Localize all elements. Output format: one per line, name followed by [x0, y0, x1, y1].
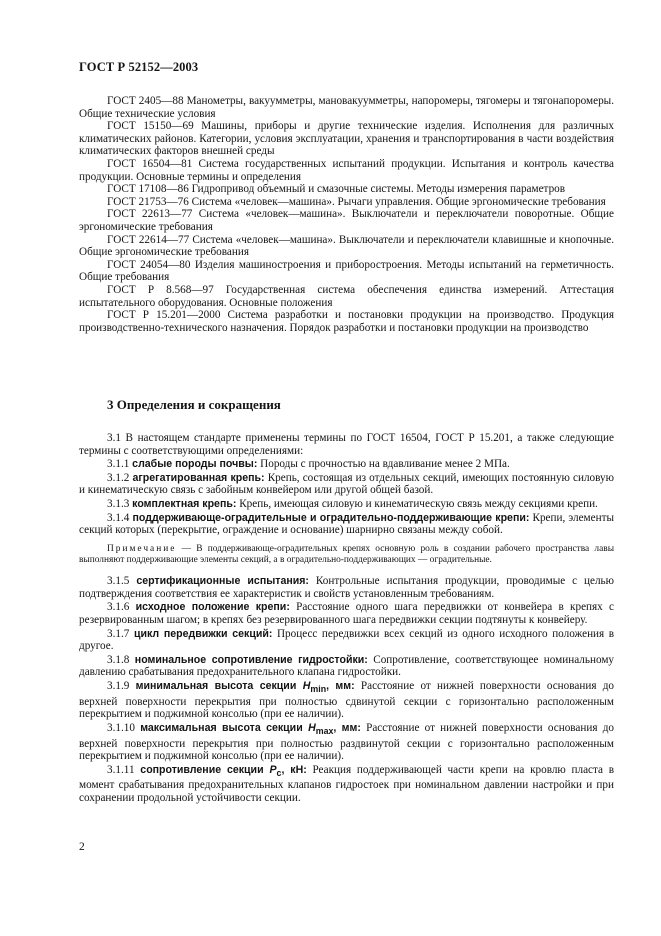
- term-symbol: P: [269, 763, 277, 776]
- note-label: Примечание: [107, 543, 177, 554]
- definition-term: поддерживающе-оградительные и оградительно-поддерживающие крепи:: [132, 511, 530, 524]
- definition-text: Процесс передвижки всех секций из одного исходного положения в другое.: [79, 627, 615, 653]
- term-words: сопротивление секции: [140, 763, 270, 776]
- definition-term: номинальное сопротивление гидростойки:: [134, 653, 368, 666]
- term-subscript: min: [310, 684, 327, 695]
- term-subscript: c: [276, 767, 282, 778]
- definition-number: 3.1.3: [107, 497, 130, 510]
- definition-text: Расстояние от нижней поверхности основания до верхней поверхности перекрытия при полностью сдвинутой секции с горизонтально расположенным перекрытием и поджимной консолью (при ее наличии).: [79, 679, 614, 721]
- definition-item: [79, 628, 614, 653]
- definition-number: 3.1.5: [107, 575, 130, 588]
- definition-term: слабые породы почвы:: [132, 458, 258, 471]
- definition-text: Реакция поддерживающей части крепи на кровлю пласта в момент срабатывания предохранительных клапанов гидростоек при номинальном давлении настройки и при сохранении продольной устойчивости секции.: [79, 763, 614, 804]
- definition-term: исходное положение крепи:: [135, 601, 290, 614]
- definition-item: [79, 654, 614, 679]
- definition-item: [79, 601, 614, 626]
- definition-text: Расстояние от нижней поверхности основания до верхней поверхности перекрытия при полностью раздвинутой секции с горизонтально расположенным перекрытием и поджимной консолью (при ее наличии).: [79, 721, 614, 763]
- definitions-section: [79, 432, 614, 806]
- reference-item: ГОСТ 21753—76 Система «человек—машина». Рычаги управления. Общие эргономические требования: [107, 195, 606, 208]
- definition-text: Сопротивление, соответствующее номинальному давлению срабатывания предохранительного клапана гидростойки.: [79, 653, 614, 679]
- definition-text: Породы с прочностью на вдавливание менее 2 МПа.: [257, 458, 510, 471]
- definition-number: 3.1.7: [107, 627, 130, 640]
- document-header: ГОСТ Р 52152—2003: [79, 60, 199, 74]
- definition-term: [140, 722, 361, 734]
- note-text: — В поддерживающе-оградительных крепях основную роль в создании рабочего пространства лавы выполняют поддерживающие элементы секций, а в оградительно-поддерживающих — оградительные.: [79, 543, 614, 565]
- reference-item: ГОСТ 24054—80 Изделия машиностроения и приборостроения. Методы испытаний на герметичность. Общие требования: [79, 258, 614, 284]
- definition-number: 3.1.1: [107, 458, 130, 471]
- definition-item: [79, 512, 614, 537]
- term-subscript: max: [315, 725, 334, 736]
- definition-text: Контрольные испытания продукции, проводимые с целью подтверждения соответствия ее характеристик и свойств установленным требованиям.: [79, 575, 614, 600]
- reference-item: ГОСТ Р 8.568—97 Государственная система обеспечения единства измерений. Аттестация испытательного оборудования. Основные положения: [79, 283, 614, 309]
- term-symbol: H: [302, 679, 311, 692]
- definition-item: [79, 722, 614, 763]
- definition-item: [79, 575, 614, 600]
- definition-text: Крепь, состоящая из отдельных секций, имеющих постоянную силовую и кинематическую связь с забойным конвейером или другой общей базой.: [79, 471, 615, 497]
- definition-item: [79, 680, 614, 721]
- definition-text: Расстояние одного шага передвижки от конвейера в крепях с резервированным шагом; в крепях без резервированного шага передвижки секции подтянуты к конвейеру.: [79, 601, 614, 626]
- definition-number: 3.1.9: [107, 679, 130, 692]
- reference-item: ГОСТ Р 15.201—2000 Система разработки и постановки продукции на производство. Продукция производственно-технического назначения. Порядок разработки и постановки продукции на производство: [79, 309, 614, 334]
- definition-term: агрегатированная крепь:: [132, 471, 265, 484]
- definition-number: 3.1.11: [107, 763, 135, 776]
- reference-item: ГОСТ 17108—86 Гидропривод объемный и смазочные системы. Методы измерения параметров: [107, 183, 566, 196]
- definition-term: цикл передвижки секций:: [133, 627, 273, 640]
- normative-references: [79, 95, 614, 334]
- definition-term: [140, 764, 306, 776]
- term-unit: , кН:: [281, 763, 307, 776]
- definition-item: [79, 498, 614, 511]
- definition-term: [135, 679, 355, 695]
- reference-item: ГОСТ 2405—88 Манометры, вакуумметры, мановакуумметры, напоромеры, тягомеры и тягонапоромеры. Общие технические условия: [79, 95, 614, 120]
- term-unit: , мм:: [326, 679, 355, 692]
- definition-number: 3.1.6: [107, 601, 130, 614]
- definition-number: 3.1.8: [107, 653, 130, 666]
- reference-item: ГОСТ 22614—77 Система «человек—машина». Выключатели и переключатели клавишные и кнопочные. Общие эргономические требования: [79, 233, 614, 259]
- definition-item: [79, 472, 614, 497]
- section-title: 3 Определения и сокращения: [107, 397, 281, 412]
- intro-paragraph: 3.1 В настоящем стандарте применены термины по ГОСТ 16504, ГОСТ Р 15.201, а также следующие термины с соответствующими определениями:: [79, 432, 614, 457]
- definition-number: 3.1.4: [107, 511, 130, 524]
- definition-number: 3.1.10: [107, 721, 135, 734]
- term-symbol: H: [308, 721, 316, 734]
- definition-term: сертификационные испытания:: [136, 575, 309, 588]
- reference-item: ГОСТ 15150—69 Машины, приборы и другие технические изделия. Исполнения для различных климатических районов. Категории, условия эксплуатации, хранения и транспортирования в части воздействия климатических факторов внешней среды: [79, 120, 614, 158]
- page-number: 2: [79, 841, 85, 853]
- term-unit: , мм:: [333, 721, 361, 734]
- term-words: максимальная высота секции: [140, 721, 309, 734]
- reference-item: ГОСТ 22613—77 Система «человек—машина». Выключатели и переключатели поворотные. Общие эргономические требования: [79, 208, 614, 233]
- note-paragraph: [79, 544, 614, 566]
- definition-text: Крепи, элементы секций которых (перекрытие, ограждение и основание) шарнирно связаны между собой.: [79, 511, 614, 537]
- definition-item: [79, 458, 614, 471]
- definition-item: [79, 764, 614, 805]
- definition-text: Крепь, имеющая силовую и кинематическую связь между секциями крепи.: [236, 497, 598, 510]
- definition-number: 3.1.2: [107, 471, 130, 484]
- reference-item: ГОСТ 16504—81 Система государственных испытаний продукции. Испытания и контроль качества продукции. Основные термины и определения: [79, 157, 614, 183]
- definition-term: комплектная крепь:: [132, 497, 237, 510]
- term-words: минимальная высота секции: [135, 679, 303, 692]
